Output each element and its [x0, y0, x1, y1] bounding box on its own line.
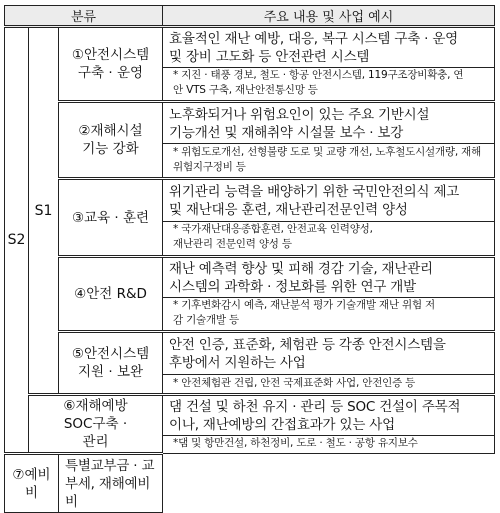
main-line: 후방에서 지원하는 사업 [169, 355, 306, 372]
example-line: * 위험도로개선, 선형불량 도로 및 교량 개선, 노후철도시설개량, 재해 [173, 145, 482, 158]
category-line: ⑦예비비 [12, 466, 51, 501]
category-line: ①안전시스템 [71, 47, 150, 63]
main-line: 및 재난대응 훈련, 재난관리전문인력 양성 [169, 201, 408, 218]
category-line: 구축 · 운영 [77, 65, 144, 81]
main-line: 재난 예측력 향상 및 피해 경감 기술, 재난관리 [169, 261, 433, 277]
main-content-cell-5 [163, 332, 495, 375]
main-content-cell-7 [59, 454, 163, 513]
category-cell-6 [29, 395, 163, 454]
table-row [5, 395, 495, 436]
example-cell-4 [163, 298, 495, 332]
main-line: 노후화되거나 위험요인이 있는 주요 기반시설 [169, 106, 430, 123]
category-line: ③교육 · 훈련 [71, 209, 150, 226]
example-cell-6 [163, 436, 495, 454]
classification-table [4, 5, 495, 513]
category-line: 기능 강화 [82, 141, 139, 157]
category-line: ⑤안전시스템 [71, 346, 150, 362]
example-line: * 안전체험관 건립, 안전 국제표준화 사업, 안전인증 등 [173, 376, 416, 389]
main-line: 댐 건설 및 하천 유지 · 관리 등 SOC 건설이 주목적 [169, 399, 461, 415]
main-line: 이나, 재난예방의 간접효과가 있는 사업 [169, 417, 395, 433]
category-line: ⑥재해예방 [63, 398, 128, 414]
main-content-cell-1 [163, 27, 495, 68]
example-line: 재난관리 전문인력 양성 등 [173, 238, 292, 251]
example-cell-1 [163, 68, 495, 102]
main-content-cell-6 [163, 395, 495, 436]
category-line: ②재해시설 [78, 123, 143, 139]
main-line: 기능개선 및 재해취약 시설물 보수 · 보강 [169, 124, 404, 141]
example-line: *댐 및 항만건설, 하천정비, 도로 · 철도 · 공항 유지보수 [173, 437, 418, 449]
header-category: 분류 [5, 6, 163, 27]
example-cell-2 [163, 144, 495, 179]
main-line: 및 장비 고도화 등 안전관련 시스템 [169, 49, 370, 65]
example-line: * 국가재난대응종합훈련, 안전교육 인력양성, [173, 223, 373, 236]
table-row [5, 257, 495, 298]
example-cell-3 [163, 221, 495, 256]
example-cell-5 [163, 375, 495, 395]
category-line: ④안전 R&D [74, 286, 147, 302]
table-row [5, 454, 495, 513]
category-cell-7 [5, 454, 59, 513]
category-cell-1 [59, 27, 163, 102]
main-line: 안전 인증, 표준화, 체험관 등 각종 안전시스템을 [169, 337, 446, 354]
category-line: 지원 · 보완 [77, 364, 144, 380]
main-content-cell-3 [163, 179, 495, 222]
example-line: 안 VTS 구축, 재난안전통신망 등 [173, 84, 318, 96]
category-line: 관리 [82, 434, 109, 450]
category-cell-4 [59, 257, 163, 332]
level-s1-cell: S1 [29, 27, 59, 395]
category-cell-5 [59, 332, 163, 395]
main-line: 위기관리 능력을 배양하기 위한 국민안전의식 제고 [169, 183, 460, 200]
header-row [5, 6, 495, 27]
example-line: 감 기술개발 등 [173, 314, 239, 326]
category-cell-2 [59, 102, 163, 179]
table-row [5, 332, 495, 375]
main-content-cell-2 [163, 102, 495, 144]
main-content-cell-4 [163, 257, 495, 298]
table-row [5, 179, 495, 222]
example-line: 위험지구정비 등 [173, 160, 246, 173]
table-row [5, 27, 495, 68]
category-cell-3 [59, 179, 163, 257]
main-line: 효율적인 재난 예방, 대응, 복구 시스템 구축 · 운영 [169, 31, 458, 47]
main-line: 시스템의 과학화 · 정보화를 위한 연구 개발 [169, 279, 416, 295]
category-line: SOC구축 · [63, 416, 128, 432]
header-content: 주요 내용 및 사업 예시 [163, 6, 495, 27]
main-line: 특별교부금 · 교부세, 재해예비비 [65, 458, 155, 510]
level-s2-cell: S2 [5, 27, 29, 454]
example-line: * 지진 · 태풍 경보, 철도 · 항공 안전시스템, 119구조장비확충, 연 [173, 69, 464, 81]
table-row [5, 102, 495, 144]
example-line: * 기후변화감시 예측, 재난분석 평가 기술개발 재난 위험 저 [173, 299, 435, 311]
